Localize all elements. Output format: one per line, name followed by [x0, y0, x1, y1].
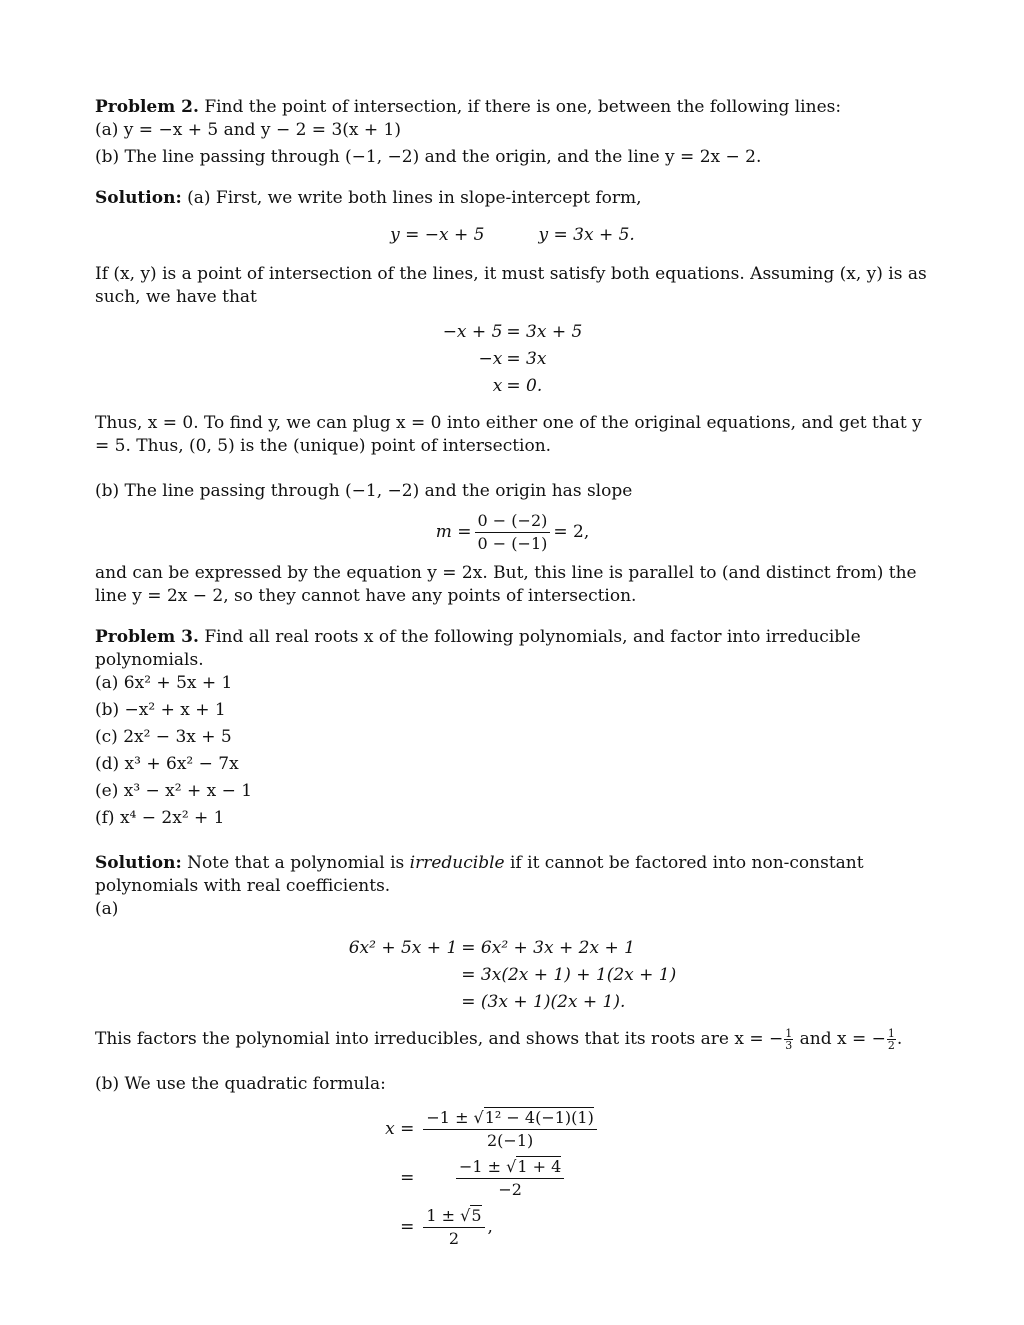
qf-equals: =	[400, 1217, 415, 1237]
solution-2-para-1: If (x, y) is a point of intersection of the lines, it must satisfy both equations. Assuming (x, y) is as such, we have that	[95, 264, 927, 307]
problem-2-text: Find the point of intersection, if there is one, between the following lines:	[204, 97, 842, 117]
root-1-denominator: 3	[785, 1039, 793, 1052]
problem-3-statement	[95, 626, 930, 672]
qf-row-3	[420, 1206, 599, 1249]
qf-den-1: 2(−1)	[486, 1131, 534, 1150]
align-lhs: 6x² + 5x + 1	[348, 938, 458, 958]
align-rhs: = (3x + 1)(2x + 1).	[461, 992, 626, 1012]
solution-2-para-3: and can be expressed by the equation y = 2x. But, this line is parallel to (and distinct from) the line y = 2x − 2, so they cannot have any points of intersection.	[95, 563, 917, 606]
root-1-numerator: 1	[785, 1027, 793, 1040]
solution-3-roots	[95, 1028, 930, 1051]
qf-equals: =	[400, 1168, 415, 1188]
problem-2-part-a: (a) y = −x + 5 and y − 2 = 3(x + 1)	[95, 120, 401, 140]
qf-den-2: −2	[498, 1180, 522, 1199]
align-rhs: = 0.	[506, 376, 543, 396]
solution-3-part-b-intro: (b) We use the quadratic formula:	[95, 1074, 386, 1094]
problem-2-part-b: (b) The line passing through (−1, −2) and the origin, and the line y = 2x − 2.	[95, 147, 762, 167]
slope-fraction	[475, 511, 551, 554]
roots-and: and x = −	[799, 1029, 886, 1049]
slope-denominator: 0 − (−1)	[477, 534, 548, 553]
solution-3-text-after: if it cannot be factored into non-constant polynomials with real coefficients.	[95, 853, 864, 896]
roots-end: .	[896, 1029, 903, 1049]
align-lhs: −x + 5	[442, 322, 503, 342]
list-item: (b) −x² + x + 1	[95, 700, 226, 720]
root-2-numerator: 1	[887, 1027, 895, 1040]
qf-fraction-3: $\frac{1 \pm √5}{2}$	[423, 1206, 484, 1249]
slope-intercept-equations	[95, 224, 930, 247]
slope-equation	[95, 511, 930, 554]
slope-rhs: = 2,	[553, 522, 590, 542]
list-item: (c) 2x² − 3x + 5	[95, 727, 232, 747]
qf-radicand-3: 5	[471, 1206, 482, 1225]
align-lhs: x	[492, 376, 503, 396]
qf-den-3: 2	[448, 1229, 460, 1248]
qf-radicand-2: 1 + 4	[517, 1157, 562, 1176]
equation-line-1: y = −x + 5	[390, 225, 485, 245]
solution-3-text-before: Note that a polynomial is	[187, 853, 405, 873]
root-2-fraction	[887, 1028, 896, 1051]
solution-3-intro	[95, 852, 930, 898]
list-item: (e) x³ − x² + x − 1	[95, 781, 253, 801]
qf-num-2: −1 ±	[458, 1157, 502, 1176]
solution-2-intro-text: (a) First, we write both lines in slope-intercept form,	[187, 188, 642, 208]
qf-num-3: 1 ±	[426, 1206, 456, 1225]
slope-numerator: 0 − (−2)	[475, 511, 551, 533]
list-item: (d) x³ + 6x² − 7x	[95, 754, 239, 774]
solution-2-aligned-equations	[95, 321, 930, 398]
slope-lhs: m =	[435, 522, 472, 542]
align-rhs: = 3x	[506, 349, 547, 369]
problem-2-statement	[95, 96, 930, 119]
document-page	[95, 96, 930, 1249]
align-lhs	[349, 991, 458, 1014]
qf-radicand-1: 1² − 4(−1)(1)	[484, 1108, 594, 1127]
align-lhs: −x	[478, 349, 503, 369]
solution-2-intro	[95, 187, 930, 210]
qf-fraction-2: $\frac{-1 \pm √1 + 4}{-2}$	[423, 1157, 596, 1200]
quadratic-formula-derivation	[55, 1108, 930, 1249]
align-rhs: = 3x(2x + 1) + 1(2x + 1)	[461, 965, 677, 985]
problem-3-text: Find all real roots x of the following polynomials, and factor into irreducible polynomials.	[95, 627, 861, 670]
solution-2-label: Solution:	[95, 188, 182, 208]
solution-3-aligned-equations	[95, 937, 930, 1014]
solution-3-part-a-label: (a)	[95, 899, 119, 919]
qf-num-1: −1 ±	[426, 1108, 469, 1127]
roots-text: This factors the polynomial into irreducibles, and shows that its roots are x = −	[95, 1029, 784, 1049]
solution-3-label: Solution:	[95, 853, 182, 873]
qf-tail: ,	[487, 1217, 493, 1237]
align-rhs: = 3x + 5	[506, 322, 583, 342]
qf-lhs: x =	[385, 1119, 415, 1139]
solution-3-emphasis: irreducible	[409, 853, 505, 873]
list-item: (f) x⁴ − 2x² + 1	[95, 808, 225, 828]
problem-3-list	[95, 672, 930, 830]
problem-3-label: Problem 3.	[95, 627, 199, 647]
root-1-fraction	[784, 1028, 793, 1051]
problem-2-label: Problem 2.	[95, 97, 199, 117]
list-item: (a) 6x² + 5x + 1	[95, 673, 233, 693]
equation-line-2: y = 3x + 5.	[538, 225, 635, 245]
solution-2-para-2: Thus, x = 0. To find y, we can plug x = 0 into either one of the original equations, and get that y = 5. Thus, (0, 5) is the (unique) point of intersection.	[95, 413, 922, 456]
align-lhs	[349, 964, 458, 987]
qf-fraction-1: $\frac{\text{−1 ± √1² − 4(−1)(1)}}{2(-1)}$	[423, 1108, 596, 1151]
solution-2-part-b-intro: (b) The line passing through (−1, −2) and the origin has slope	[95, 481, 633, 501]
align-rhs: = 6x² + 3x + 2x + 1	[461, 938, 635, 958]
root-2-denominator: 2	[887, 1039, 895, 1052]
